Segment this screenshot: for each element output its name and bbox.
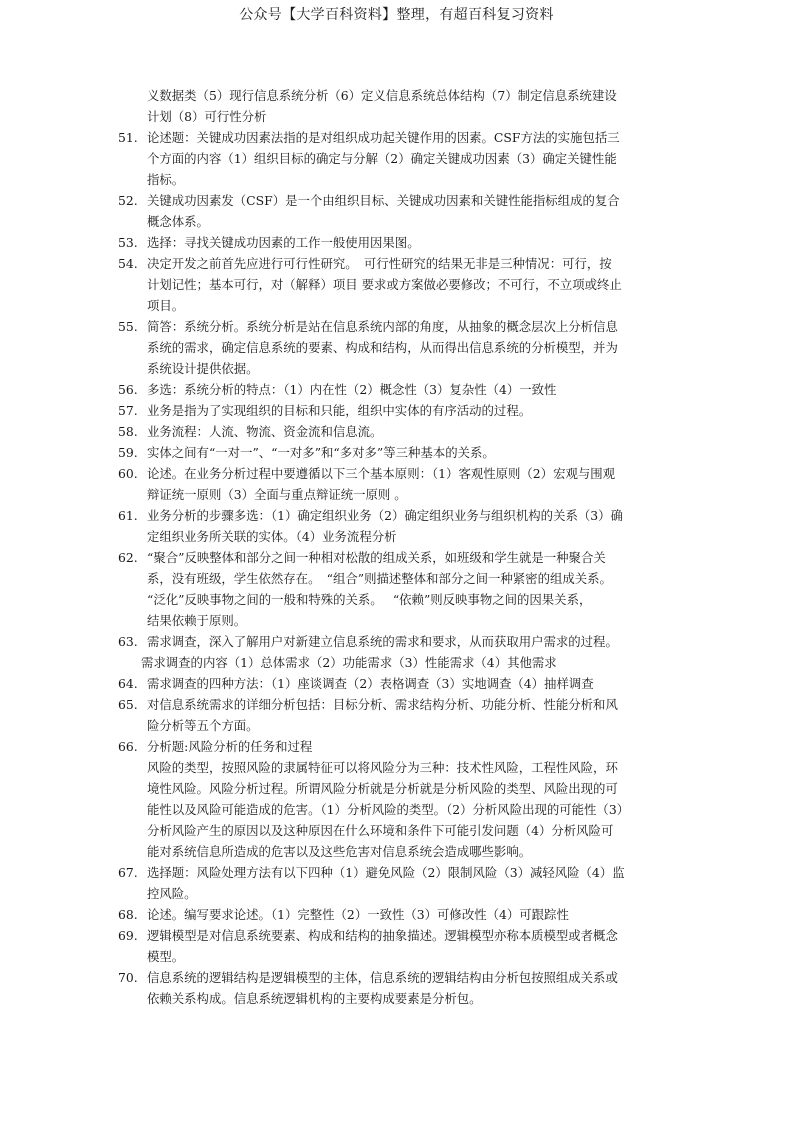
item-text [141, 631, 684, 673]
item-number: 69. [118, 928, 138, 943]
item-number: 65. [118, 697, 138, 712]
item-text [147, 190, 684, 232]
item-text [147, 904, 684, 925]
list-item [118, 694, 684, 736]
item-number: 62. [118, 550, 138, 565]
item-number: 52. [118, 193, 138, 208]
item-text [147, 316, 684, 379]
text-line: 简答：系统分析。系统分析是站在信息系统内部的角度，从抽象的概念层次上分析信息 [147, 319, 618, 334]
text-line: 定组织业务所关联的实体。（4）业务流程分析 [147, 529, 397, 544]
item-text [147, 379, 684, 400]
text-line: 需求调查的四种方法：（1）座谈调查（2）表格调查（3）实地调查（4）抽样调查 [147, 676, 594, 691]
list-item [118, 379, 684, 400]
item-number: 68. [118, 907, 138, 922]
item-text [147, 421, 684, 442]
text-line: 个方面的内容（1）组织目标的确定与分解（2）确定关键成功因素（3）确定关键性能 [147, 151, 617, 166]
item-number: 67. [118, 865, 138, 880]
text-line: 辩证统一原则（3）全面与重点辩证统一原则 。 [147, 487, 407, 502]
item-text [147, 736, 684, 862]
list-item [118, 925, 684, 967]
item-number: 66. [118, 739, 138, 754]
item-text [147, 400, 684, 421]
text-line: 风险的类型，按照风险的隶属特征可以将风险分为三种：技术性风险，工程性风险，环 [147, 760, 618, 775]
page-header: 公众号【大学百科资料】整理，有超百科复习资料 [239, 7, 554, 23]
text-line: 义数据类（5）现行信息系统分析（6）定义信息系统总体结构（7）制定信息系统建设 [147, 88, 617, 103]
text-line: 控风险。 [147, 886, 197, 901]
text-line: 选择：寻找关键成功因素的工作一般使用因果图。 [147, 235, 420, 250]
text-line: 境性风险。风险分析过程。所谓风险分析就是分析就是分析风险的类型、风险出现的可 [147, 781, 618, 796]
item-number: 51. [118, 130, 138, 145]
text-line: “聚合”反映整体和部分之间一种相对松散的组成关系，如班级和学生就是一种聚合关 [147, 550, 606, 565]
text-line: 论述。编写要求论述。（1）完整性（2）一致性（3）可修改性（4）可跟踪性 [147, 907, 569, 922]
item-text [147, 673, 684, 694]
item-text [147, 232, 684, 253]
text-line: 指标。 [147, 172, 185, 187]
list-item [118, 631, 684, 673]
text-line: 项目。 [147, 298, 185, 313]
item-text [147, 505, 684, 547]
list-item [118, 400, 684, 421]
text-line: 能对系统信息所造成的危害以及这些危害对信息系统会造成哪些影响。 [147, 844, 532, 859]
text-line: 多选：系统分析的特点：（1）内在性（2）概念性（3）复杂性（4）一致性 [147, 382, 557, 397]
list-item [118, 232, 684, 253]
item-number: 58. [118, 424, 138, 439]
text-line: 模型。 [147, 949, 185, 964]
text-line: 实体之间有“一对一”、“一对多”和“多对多”等三种基本的关系。 [147, 445, 495, 460]
text-line: 计划记性；基本可行，对（解释）项目 要求或方案做必要修改；不可行，不立项或终止 [147, 277, 622, 292]
item-text [147, 925, 684, 967]
text-line: 计划（8）可行性分析 [147, 109, 267, 124]
list-item [118, 547, 684, 631]
text-line: 论述题：关键成功因素法指的是对组织成功起关键作用的因素。CSF方法的实施包括三 [147, 130, 620, 145]
text-line: 分析题:风险分析的任务和过程 [147, 739, 313, 754]
item-text [147, 694, 684, 736]
text-line: 分析风险产生的原因以及这种原因在什么环境和条件下可能引发问题（4）分析风险可 [147, 823, 614, 838]
text-line: 关键成功因素发（CSF）是一个由组织目标、关键成功因素和关键性能指标组成的复合 [147, 193, 620, 208]
text-line: 选择题：风险处理方法有以下四种（1）避免风险（2）限制风险（3）减轻风险（4）监 [147, 865, 625, 880]
list-item [118, 904, 684, 925]
list-item [118, 316, 684, 379]
text-line: 业务是指为了实现组织的目标和只能，组织中实体的有序活动的过程。 [147, 403, 532, 418]
text-line: 业务分析的步骤多选：（1）确定组织业务（2）确定组织业务与组织机构的关系（3）确 [147, 508, 623, 523]
list-item [118, 421, 684, 442]
item-number: 55. [118, 319, 138, 334]
item-number: 53. [118, 235, 138, 250]
item-number: 64. [118, 676, 138, 691]
list-item [118, 127, 684, 190]
text-line: 系统的需求，确定信息系统的要素、构成和结构，从而得出信息系统的分析模型，并为 [147, 340, 618, 355]
list-item [118, 253, 684, 316]
text-line: 信息系统的逻辑结构是逻辑模型的主体，信息系统的逻辑结构由分析包按照组成关系或 [147, 970, 618, 985]
list-item [118, 862, 684, 904]
text-line: 需求调查的内容（1）总体需求（2）功能需求（3）性能需求（4）其他需求 [141, 655, 557, 670]
list-item [118, 505, 684, 547]
text-line: 业务流程：人流、物流、资金流和信息流。 [147, 424, 383, 439]
text-line: 险分析等五个方面。 [147, 718, 259, 733]
item-text [147, 463, 684, 505]
list-item [118, 190, 684, 232]
item-text [147, 862, 684, 904]
item-text [147, 442, 684, 463]
item-number: 63. [118, 634, 138, 649]
text-line: 依赖关系构成。信息系统逻辑机构的主要构成要素是分析包。 [147, 991, 482, 1006]
item-number: 70. [118, 970, 138, 985]
text-line: 系统设计提供依据。 [147, 361, 259, 376]
text-line: 决定开发之前首先应进行可行性研究。 可行性研究的结果无非是三种情况：可行，按 [147, 256, 612, 271]
list-item [118, 442, 684, 463]
item-number: 60. [118, 466, 138, 481]
text-line: 系，没有班级，学生依然存在。 “组合”则描述整体和部分之间一种紧密的组成关系。 [147, 571, 612, 586]
item-text [147, 253, 684, 316]
text-line: 能性以及风险可能造成的危害。（1）分析风险的类型。（2）分析风险出现的可能性（3） [147, 802, 630, 817]
item-text [147, 967, 684, 1009]
list-item [118, 673, 684, 694]
text-line: 结果依赖于原则。 [147, 613, 247, 628]
item-number: 61. [118, 508, 138, 523]
text-line: 对信息系统需求的详细分析包括：目标分析、需求结构分析、功能分析、性能分析和风 [147, 697, 618, 712]
text-line: 逻辑模型是对信息系统要素、构成和结构的抽象描述。逻辑模型亦称本质模型或者概念 [147, 928, 618, 943]
item-text [147, 127, 684, 190]
item-number: 56. [118, 382, 138, 397]
item-number: 59. [118, 445, 138, 460]
list-item [118, 967, 684, 1009]
text-line: 论述。在业务分析过程中要遵循以下三个基本原则：（1）客观性原则（2）宏观与围观 [147, 466, 616, 481]
text-line: “泛化”反映事物之间的一般和特殊的关系。 “依赖”则反映事物之间的因果关系， [147, 592, 592, 607]
item-text [147, 547, 684, 631]
item-number: 54. [118, 256, 138, 271]
document-body [118, 85, 684, 1009]
numbered-list [118, 127, 684, 1009]
text-line: 需求调查，深入了解用户对新建立信息系统的需求和要求，从而获取用户需求的过程。 [147, 634, 618, 649]
item-number: 57. [118, 403, 138, 418]
list-item [118, 736, 684, 862]
text-line: 概念体系。 [147, 214, 209, 229]
continuation-paragraph [118, 85, 684, 127]
list-item [118, 463, 684, 505]
